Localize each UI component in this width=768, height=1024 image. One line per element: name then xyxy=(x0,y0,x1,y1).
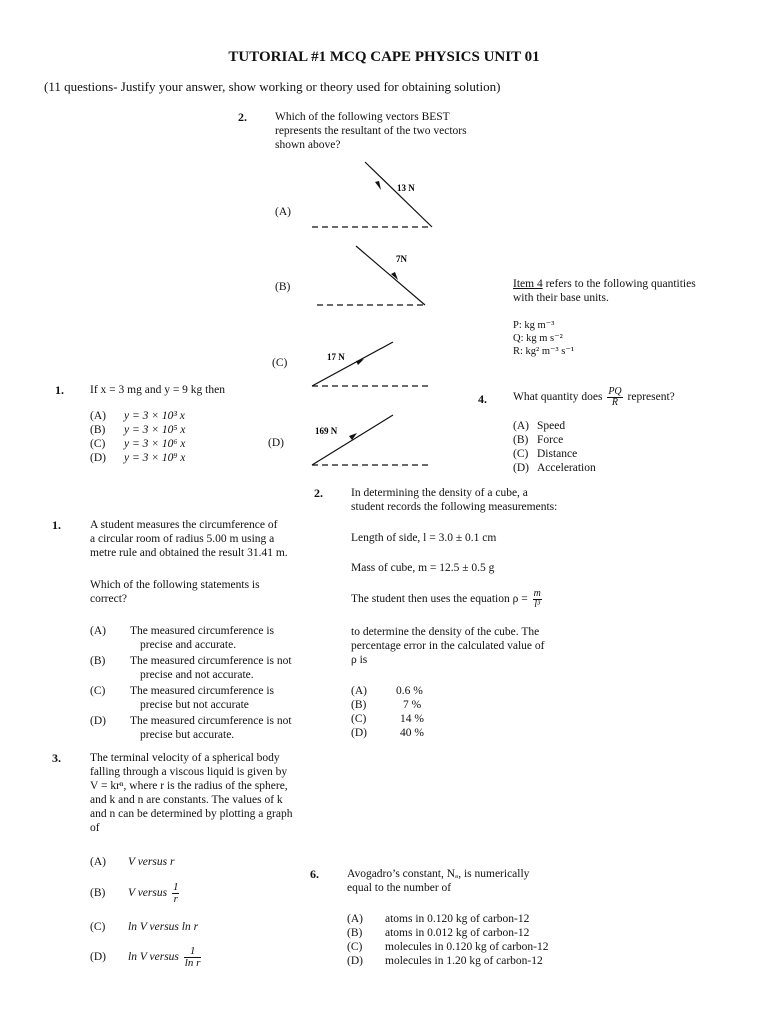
option-row: (C) ln V versus ln r xyxy=(90,921,199,933)
options-list: (A) Speed (B) Force (C) Distance (D) Acceleration xyxy=(513,420,596,474)
page-subtitle: (11 questions- Justify your answer, show working or theory used for obtaining solution) xyxy=(44,79,501,94)
question-number: 1. xyxy=(52,518,61,532)
force-label: 17 N xyxy=(327,352,345,362)
vector-diagram-c xyxy=(312,342,428,386)
vector-diagram-b xyxy=(317,246,425,305)
force-label: 13 N xyxy=(397,183,415,193)
item4-units: P: kg m⁻³ Q: kg m s⁻² R: kg² m⁻³ s⁻¹ xyxy=(513,320,575,357)
options-list: (A) The measured circumference is precise and accurate. (B) The measured circumference is not precise and not accurate. (C) The measured circumference is precise but not accurate (D) The measured circumference is not precise but accurate. xyxy=(90,625,292,741)
option-row: (B) V versus $\frac{1}{r}$ xyxy=(90,881,179,905)
question-number: 6. xyxy=(310,867,319,881)
question-stem: What quantity does $\frac{PQ}{R}$ represent? xyxy=(513,386,675,408)
question-number: 1. xyxy=(55,383,64,397)
vector-diagram-a xyxy=(312,162,432,227)
option-letter: (B) xyxy=(275,281,291,293)
vector-diagram-d xyxy=(312,415,430,465)
question-stem: A student measures the circumference of a circular room of radius 5.00 m using a metre rule and obtained the result 31.41 m. xyxy=(90,519,288,559)
option-letter: (A) xyxy=(275,206,291,218)
force-label: 7N xyxy=(396,254,407,264)
question-stem: Avogadro’s constant, Nₐ, is numerically equal to the number of xyxy=(347,868,530,894)
question-stem: The terminal velocity of a spherical body falling through a viscous liquid is given by V = krⁿ, where r is the radius of the sphere, and k and n are constants. The values of k and n can be determined by plotting a graph of xyxy=(90,752,293,834)
page-title: TUTORIAL #1 MCQ CAPE PHYSICS UNIT 01 xyxy=(228,49,540,65)
option-letter: (C) xyxy=(272,357,288,369)
question-continuation: to determine the density of the cube. The percentage error in the calculated value of ρ is xyxy=(351,626,545,666)
question-stem: In determining the density of a cube, a student records the following measurements: xyxy=(351,487,558,513)
item4-intro: Item 4 refers to the following quantities with their base units. xyxy=(513,278,696,304)
options-list: (A) 0.6 % (B) 7 % (C) 14 % (D) 40 % xyxy=(351,685,424,739)
question-number: 3. xyxy=(52,751,61,765)
options-list: (A) atoms in 0.120 kg of carbon-12 (B) atoms in 0.012 kg of carbon-12 (C) molecules in 0.120 kg of carbon-12 (D) molecules in 1.20 kg of carbon-12 xyxy=(347,913,549,967)
question-stem: Which of the following vectors BEST represents the resultant of the two vectors shown above? xyxy=(275,111,467,151)
option-letter: (D) xyxy=(268,437,284,449)
mass-measurement: Mass of cube, m = 12.5 ± 0.5 g xyxy=(351,562,495,574)
question-prompt: Which of the following statements is correct? xyxy=(90,579,260,605)
question-number: 2. xyxy=(314,486,323,500)
question-number: 2. xyxy=(238,110,247,124)
option-row: (D) ln V versus $\frac{1}{\text{ln r}}$ xyxy=(90,945,201,969)
length-measurement: Length of side, l = 3.0 ± 0.1 cm xyxy=(351,532,497,544)
force-label: 169 N xyxy=(315,426,338,436)
density-equation: The student then uses the equation ρ = $\frac{m}{\text{l³}}$ xyxy=(351,588,541,610)
option-row: (A) V versus r xyxy=(90,856,175,868)
question-stem: If x = 3 mg and y = 9 kg then xyxy=(90,384,225,396)
options-list: (A) y = 3 × 10³ x (B) y = 3 × 10⁵ x (C) y = 3 × 10⁶ x (D) y = 3 × 10⁹ x xyxy=(90,410,186,464)
question-number: 4. xyxy=(478,392,487,406)
